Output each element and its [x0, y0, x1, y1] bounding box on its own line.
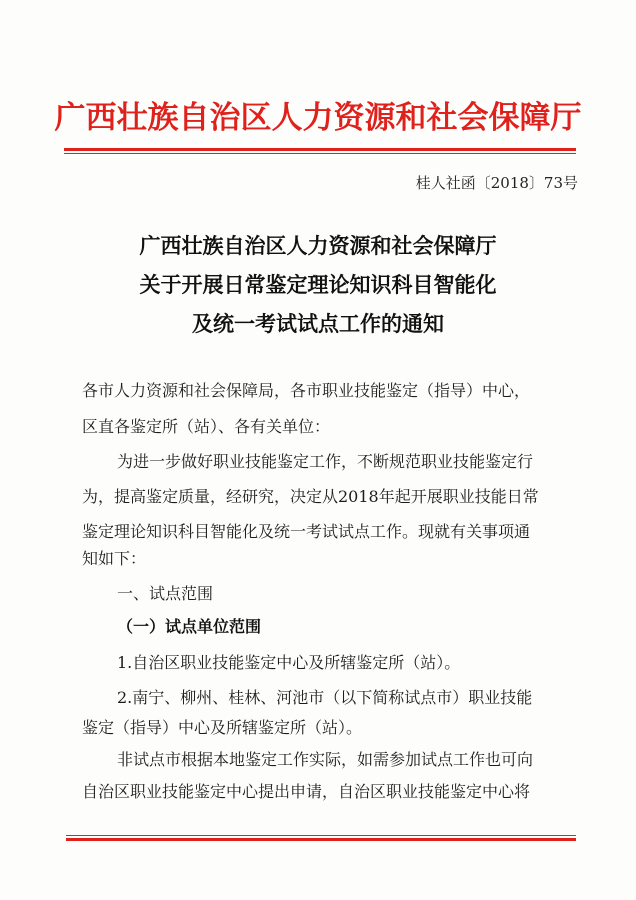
paragraph-2-line-2: 自治区职业技能鉴定中心提出申请，自治区职业技能鉴定中心将 [82, 782, 531, 801]
section-heading-1: 一、试点范围 [117, 584, 214, 603]
paragraph-1-line-2: 为，提高鉴定质量，经研究，决定从2018年起开展职业技能日常 [82, 487, 539, 506]
list-item-2-line-2: 鉴定（指导）中心及所辖鉴定所（站）。 [82, 718, 363, 737]
paragraph-1-line-3: 鉴定理论知识科目智能化及统一考试试点工作。现就有关事项通 [82, 522, 531, 541]
masthead-org-name: 广西壮族自治区人力资源和社会保障厅 [54, 100, 582, 136]
footer-red-rule-thin [66, 835, 576, 836]
subsection-heading-1: （一）试点单位范围 [117, 617, 262, 636]
masthead-red-rule-thin [64, 153, 576, 154]
paragraph-1-line-4: 知如下： [82, 549, 147, 568]
masthead-red-rule-thick [64, 148, 576, 151]
document-number: 桂人社函〔2018〕73号 [415, 174, 578, 192]
paragraph-2-line-1: 非试点市根据本地鉴定工作实际，如需参加试点工作也可向 [117, 750, 534, 769]
document-title-line-2: 关于开展日常鉴定理论知识科目智能化 [139, 272, 497, 297]
list-item-2-line-1: 2.南宁、柳州、桂林、河池市（以下简称试点市）职业技能 [117, 688, 533, 707]
list-item-1: 1.自治区职业技能鉴定中心及所辖鉴定所（站）。 [117, 653, 461, 672]
addressee-line-1: 各市人力资源和社会保障局，各市职业技能鉴定（指导）中心， [82, 381, 531, 400]
footer-red-rule-thick [66, 838, 576, 841]
document-title-line-3: 及统一考试试点工作的通知 [192, 311, 444, 336]
document-title-line-1: 广西壮族自治区人力资源和社会保障厅 [139, 233, 497, 258]
addressee-line-2: 区直各鉴定所（站）、各有关单位： [82, 417, 331, 436]
paragraph-1-line-1: 为进一步做好职业技能鉴定工作，不断规范职业技能鉴定行 [117, 452, 534, 471]
